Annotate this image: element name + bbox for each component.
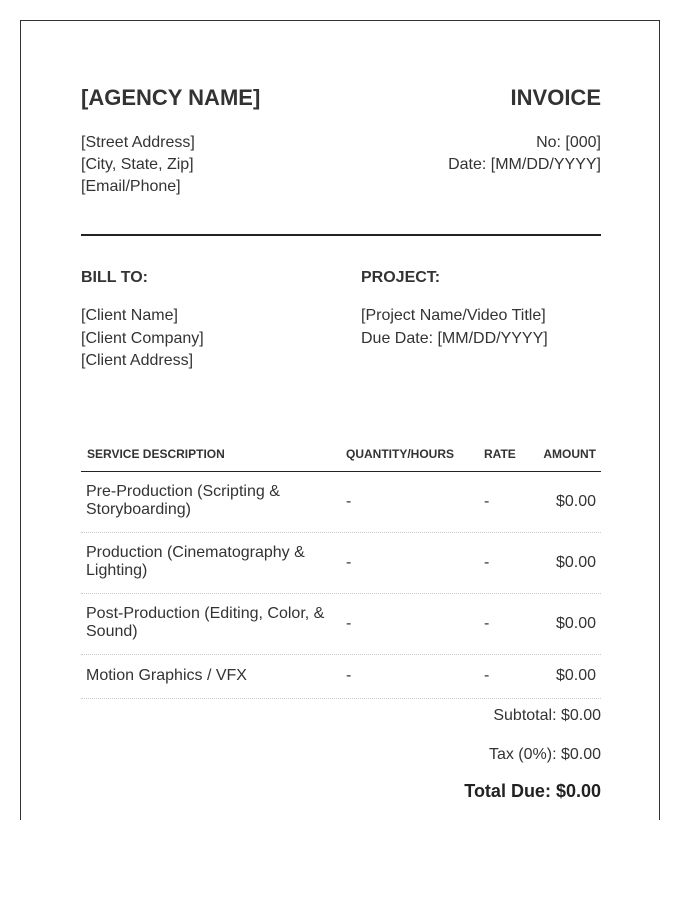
service-description: Motion Graphics / VFX [86,667,247,684]
table-row [81,594,601,655]
service-quantity: - [346,615,352,632]
service-amount: $0.00 [555,493,596,510]
column-header-rate: RATE [484,447,516,461]
service-rate: - [484,615,490,632]
invoice-title: INVOICE [510,85,601,110]
service-quantity: - [346,493,352,510]
tax: Tax (0%): $0.00 [488,746,601,763]
column-header-amount: AMOUNT [543,447,596,461]
invoice-date: Date: [MM/DD/YYYY] [448,156,601,173]
total-due: Total Due: $0.00 [464,781,601,801]
street-address: [Street Address] [81,134,195,151]
invoice-number: No: [000] [536,134,601,151]
service-quantity: - [346,554,352,571]
service-rate: - [484,493,490,510]
table-row [81,472,601,533]
totals-section [464,707,601,802]
table-row [81,533,601,594]
service-quantity: - [346,667,352,684]
table-row [81,655,601,699]
agency-name: [AGENCY NAME] [81,85,261,110]
service-description: Production (Cinematography & Lighting) [86,544,305,579]
client-name: [Client Name] [81,307,178,324]
service-amount: $0.00 [555,615,596,632]
header-divider [81,234,601,236]
bill-to-section [81,268,204,373]
city-state-zip: [City, State, Zip] [81,156,194,173]
column-header-description: SERVICE DESCRIPTION [87,447,225,461]
service-rate: - [484,667,490,684]
invoice-page [20,20,660,820]
client-address: [Client Address] [81,352,194,369]
service-description: Pre-Production (Scripting & Storyboarding) [86,483,280,518]
project-section [361,268,548,350]
bill-to-details [81,305,204,373]
project-heading: PROJECT: [361,269,441,286]
invoice-meta [448,132,601,176]
project-due-date: Due Date: [MM/DD/YYYY] [361,329,548,347]
project-details [361,305,548,350]
service-description: Post-Production (Editing, Color, & Sound) [86,605,325,640]
services-table [81,439,601,699]
bill-to-heading: BILL TO: [81,269,148,286]
email-phone: [Email/Phone] [81,178,181,195]
service-amount: $0.00 [555,554,596,571]
project-name: [Project Name/Video Title] [361,307,546,324]
agency-address [81,132,195,198]
client-company: [Client Company] [81,329,204,347]
service-amount: $0.00 [555,667,596,684]
table-header [81,439,601,472]
subtotal: Subtotal: $0.00 [493,707,601,724]
column-header-quantity: QUANTITY/HOURS [346,447,454,461]
service-rate: - [484,554,490,571]
